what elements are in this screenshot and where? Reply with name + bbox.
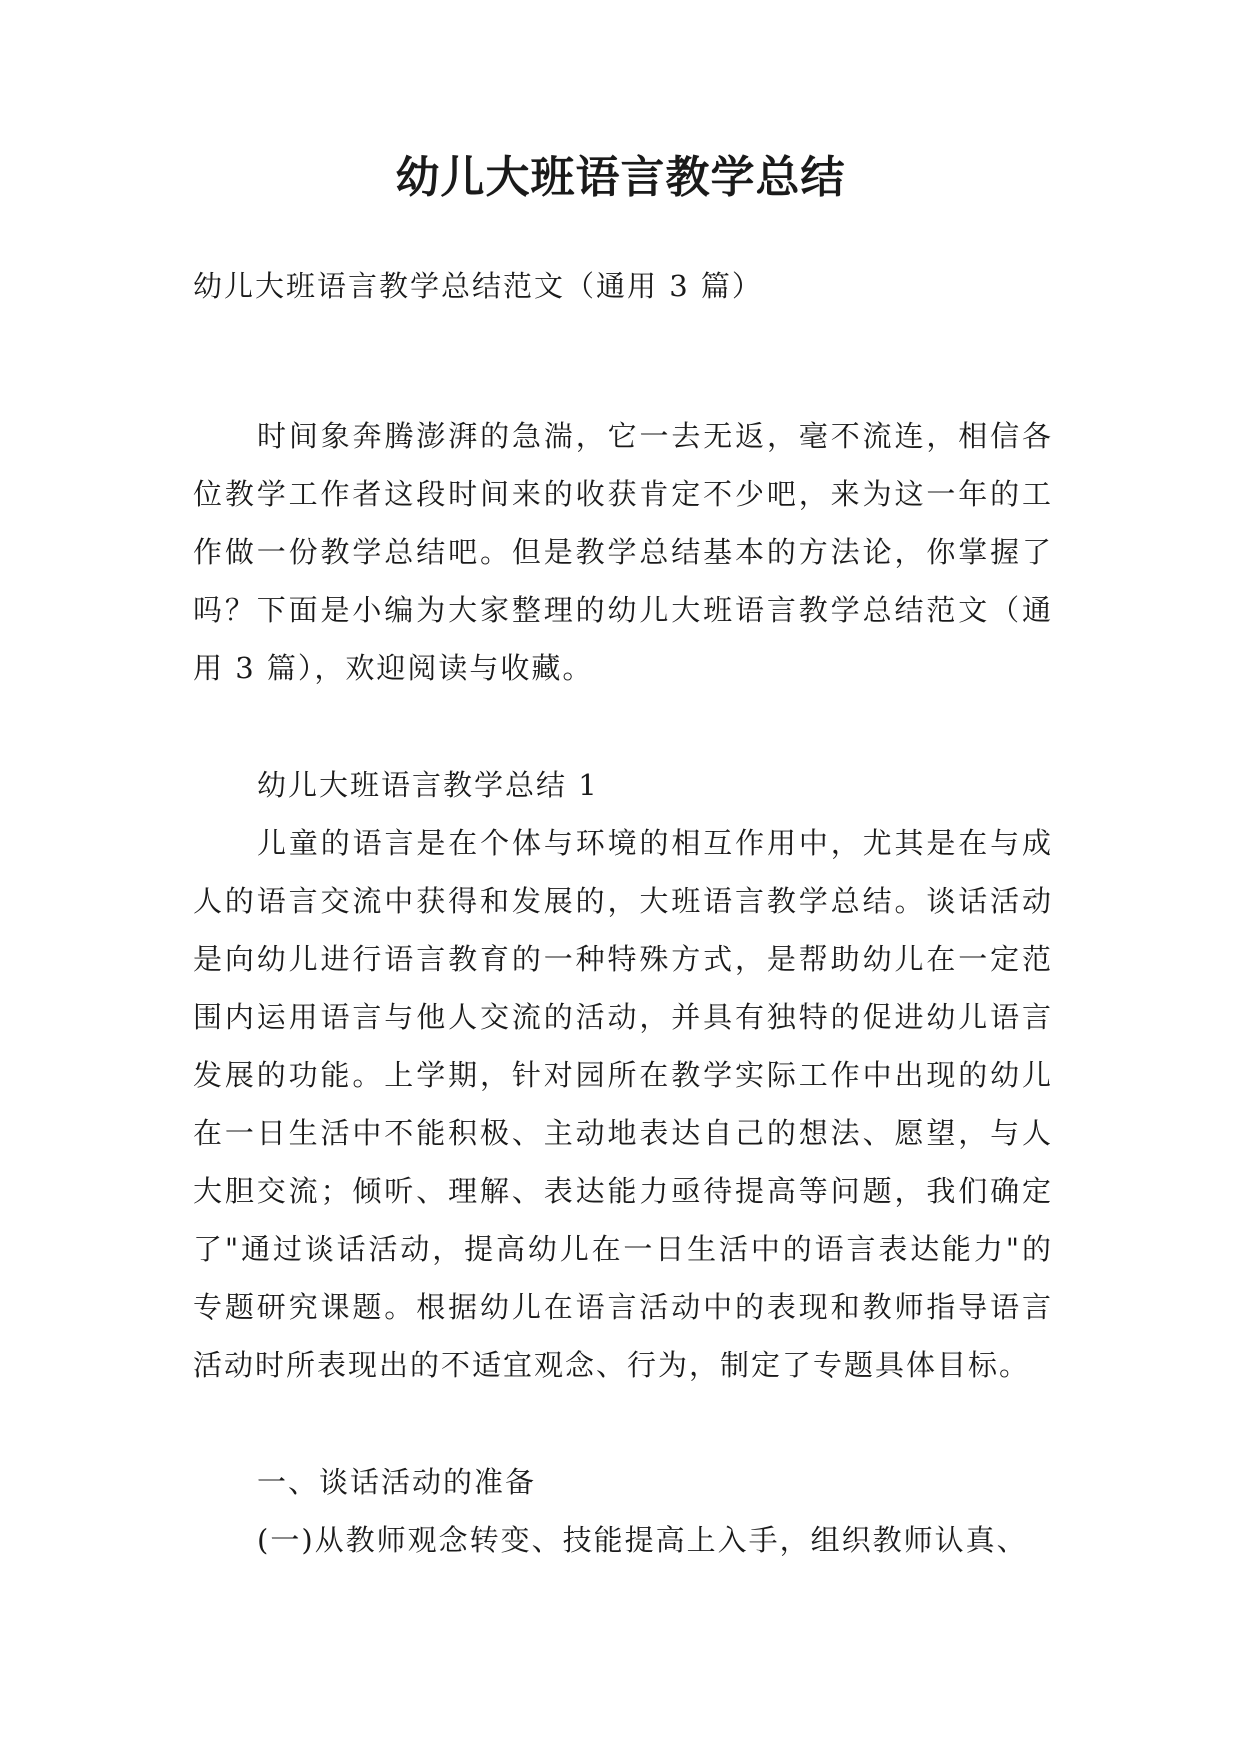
section-paragraph: 儿童的语言是在个体与环境的相互作用中，尤其是在与成人的语言交流中获得和发展的，大班语言教学总结。谈话活动是向幼儿进行语言教育的一种特殊方式，是帮助幼儿在一定范围内运用语言与他人交流的活动，并具有独特的促进幼儿语言发展的功能。上学期，针对园所在教学实际工作中出现的幼儿在一日生活中不能积极、主动地表达自己的想法、愿望，与人大胆交流；倾听、理解、表达能力亟待提高等问题，我们确定了"通过谈话活动，提高幼儿在一日生活中的语言表达能力"的专题研究课题。根据幼儿在语言活动中的表现和教师指导语言活动时所表现出的不适宜观念、行为，制定了专题具体目标。	[193, 826, 1053, 1382]
section-heading: 幼儿大班语言教学总结 1	[257, 768, 599, 802]
document-title: 幼儿大班语言教学总结	[395, 152, 846, 203]
subsection-heading: 一、谈话活动的准备	[257, 1465, 537, 1499]
document-subtitle: 幼儿大班语言教学总结范文（通用 3 篇）	[193, 269, 763, 303]
subsection-paragraph: (一)从教师观念转变、技能提高上入手，组织教师认真、	[257, 1523, 1028, 1557]
intro-paragraph: 时间象奔腾澎湃的急湍，它一去无返，毫不流连，相信各位教学工作者这段时间来的收获肯定不少吧，来为这一年的工作做一份教学总结吧。但是教学总结基本的方法论，你掌握了吗？下面是小编为大家整理的幼儿大班语言教学总结范文（通用 3 篇），欢迎阅读与收藏。	[193, 419, 1053, 685]
